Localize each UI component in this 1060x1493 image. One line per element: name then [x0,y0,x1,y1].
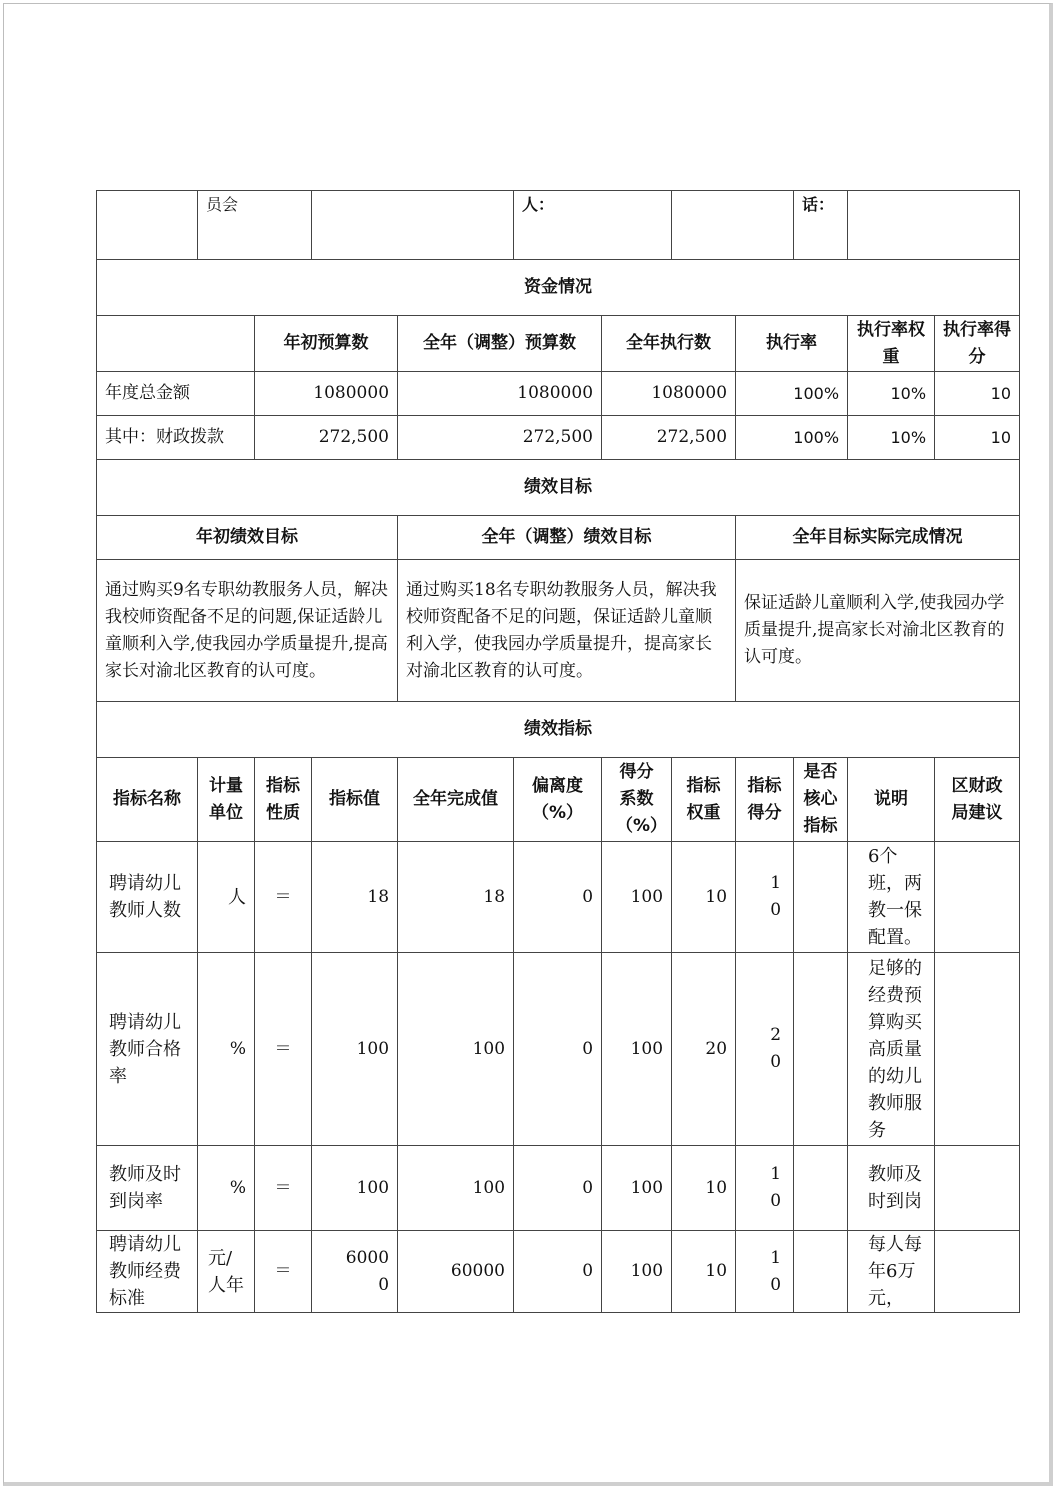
indicator-nature: ＝ [255,953,312,1146]
goals-header-adjusted: 全年（调整）绩效目标 [398,516,736,560]
funds-weight-value: 10% [848,416,935,460]
performance-evaluation-table [96,190,1020,1313]
indicator-coefficient: 100 [602,842,672,953]
funds-row-label: 其中：财政拨款 [97,416,255,460]
indicator-advice [935,842,1020,953]
indicator-score: 10 [736,842,794,953]
funds-executed-value: 1080000 [602,372,736,416]
funds-header-score: 执行率得分 [935,316,1020,372]
indicator-target: 100 [312,953,398,1146]
indicator-score: 10 [736,1231,794,1313]
indicator-name: 聘请幼儿教师合格率 [97,953,198,1146]
contact-person-value-cell [672,191,794,260]
ind-header-weight: 指标权重 [672,758,736,842]
goal-actual-text: 保证适龄儿童顺利入学,使我园办学质量提升,提高家长对渝北区教育的认可度。 [736,560,1020,702]
indicator-name: 教师及时到岗率 [97,1146,198,1231]
indicator-weight: 10 [672,842,736,953]
funds-score-value: 10 [935,416,1020,460]
indicator-completed: 100 [398,1146,514,1231]
funds-adjusted-value: 272,500 [398,416,602,460]
ind-header-score: 指标得分 [736,758,794,842]
goals-header-actual: 全年目标实际完成情况 [736,516,1020,560]
indicator-deviation: 0 [514,953,602,1146]
org-label-cell: 员会 [198,191,312,260]
ind-header-note: 说明 [848,758,935,842]
funds-score-value: 10 [935,372,1020,416]
funds-header-row [97,316,1020,372]
indicator-score: 20 [736,953,794,1146]
indicator-weight: 10 [672,1146,736,1231]
funds-header-adjusted: 全年（调整）预算数 [398,316,602,372]
indicator-weight: 10 [672,1231,736,1313]
ind-header-core: 是否核心指标 [794,758,848,842]
ind-header-completed: 全年完成值 [398,758,514,842]
funds-header-weight: 执行率权重 [848,316,935,372]
indicator-completed: 18 [398,842,514,953]
goal-initial-text: 通过购买9名专职幼教服务人员，解决我校师资配备不足的问题,保证适龄儿童顺利入学,使我园办学质量提升,提高家长对渝北区教育的认可度。 [97,560,398,702]
indicator-core [794,1231,848,1313]
indicator-score: 10 [736,1146,794,1231]
indicator-row [97,842,1020,953]
funds-row-label: 年度总金额 [97,372,255,416]
indicator-core [794,842,848,953]
indicator-note: 足够的经费预算购买高质量的幼儿教师服务 [848,953,935,1146]
ind-header-unit: 计量单位 [198,758,255,842]
indicator-nature: ＝ [255,1231,312,1313]
phone-value-cell [848,191,1020,260]
indicator-row [97,1146,1020,1231]
indicator-note: 6个班，两教一保配置。 [848,842,935,953]
indicator-name: 聘请幼儿教师人数 [97,842,198,953]
indicator-target: 18 [312,842,398,953]
indicator-completed: 60000 [398,1231,514,1313]
contact-row [97,191,1020,260]
indicator-core [794,953,848,1146]
funds-executed-value: 272,500 [602,416,736,460]
org-value-cell [312,191,514,260]
goal-adjusted-text: 通过购买18名专职幼教服务人员，解决我校师资配备不足的问题，保证适龄儿童顺利入学，使我园办学质量提升，提高家长对渝北区教育的认可度。 [398,560,736,702]
funds-row-fiscal [97,416,1020,460]
goals-section-title: 绩效目标 [97,460,1020,516]
phone-label-cell: 话： [794,191,848,260]
indicator-target: 60000 [312,1231,398,1313]
indicator-deviation: 0 [514,842,602,953]
contact-person-label-cell: 人： [514,191,672,260]
indicator-coefficient: 100 [602,1146,672,1231]
indicator-unit: % [198,953,255,1146]
funds-initial-value: 1080000 [255,372,398,416]
funds-row-total [97,372,1020,416]
indicator-weight: 20 [672,953,736,1146]
ind-header-nature: 指标性质 [255,758,312,842]
funds-header-blank [97,316,255,372]
indicator-nature: ＝ [255,842,312,953]
indicator-core [794,1146,848,1231]
funds-header-executed: 全年执行数 [602,316,736,372]
indicator-deviation: 0 [514,1231,602,1313]
indicator-name: 聘请幼儿教师经费标准 [97,1231,198,1313]
goals-content-row [97,560,1020,702]
indicator-row [97,953,1020,1146]
indicator-coefficient: 100 [602,953,672,1146]
indicator-advice [935,953,1020,1146]
indicator-unit: 人 [198,842,255,953]
contact-blank-cell [97,191,198,260]
funds-rate-value: 100% [736,416,848,460]
funds-weight-value: 10% [848,372,935,416]
ind-header-coefficient: 得分系数（%） [602,758,672,842]
funds-header-initial: 年初预算数 [255,316,398,372]
indicator-nature: ＝ [255,1146,312,1231]
indicator-advice [935,1231,1020,1313]
funds-initial-value: 272,500 [255,416,398,460]
indicator-note: 教师及时到岗 [848,1146,935,1231]
ind-header-advice: 区财政局建议 [935,758,1020,842]
indicator-completed: 100 [398,953,514,1146]
ind-header-deviation: 偏离度（%） [514,758,602,842]
funds-section-title: 资金情况 [97,260,1020,316]
ind-header-name: 指标名称 [97,758,198,842]
indicators-section-title: 绩效指标 [97,702,1020,758]
ind-header-target: 指标值 [312,758,398,842]
indicator-deviation: 0 [514,1146,602,1231]
indicator-note: 每人每年6万元， [848,1231,935,1313]
funds-header-rate: 执行率 [736,316,848,372]
goals-header-initial: 年初绩效目标 [97,516,398,560]
indicator-unit: 元/人年 [198,1231,255,1313]
funds-adjusted-value: 1080000 [398,372,602,416]
indicator-row [97,1231,1020,1313]
goals-header-row [97,516,1020,560]
indicator-unit: % [198,1146,255,1231]
indicator-target: 100 [312,1146,398,1231]
indicator-advice [935,1146,1020,1231]
indicator-coefficient: 100 [602,1231,672,1313]
funds-rate-value: 100% [736,372,848,416]
indicators-header-row [97,758,1020,842]
